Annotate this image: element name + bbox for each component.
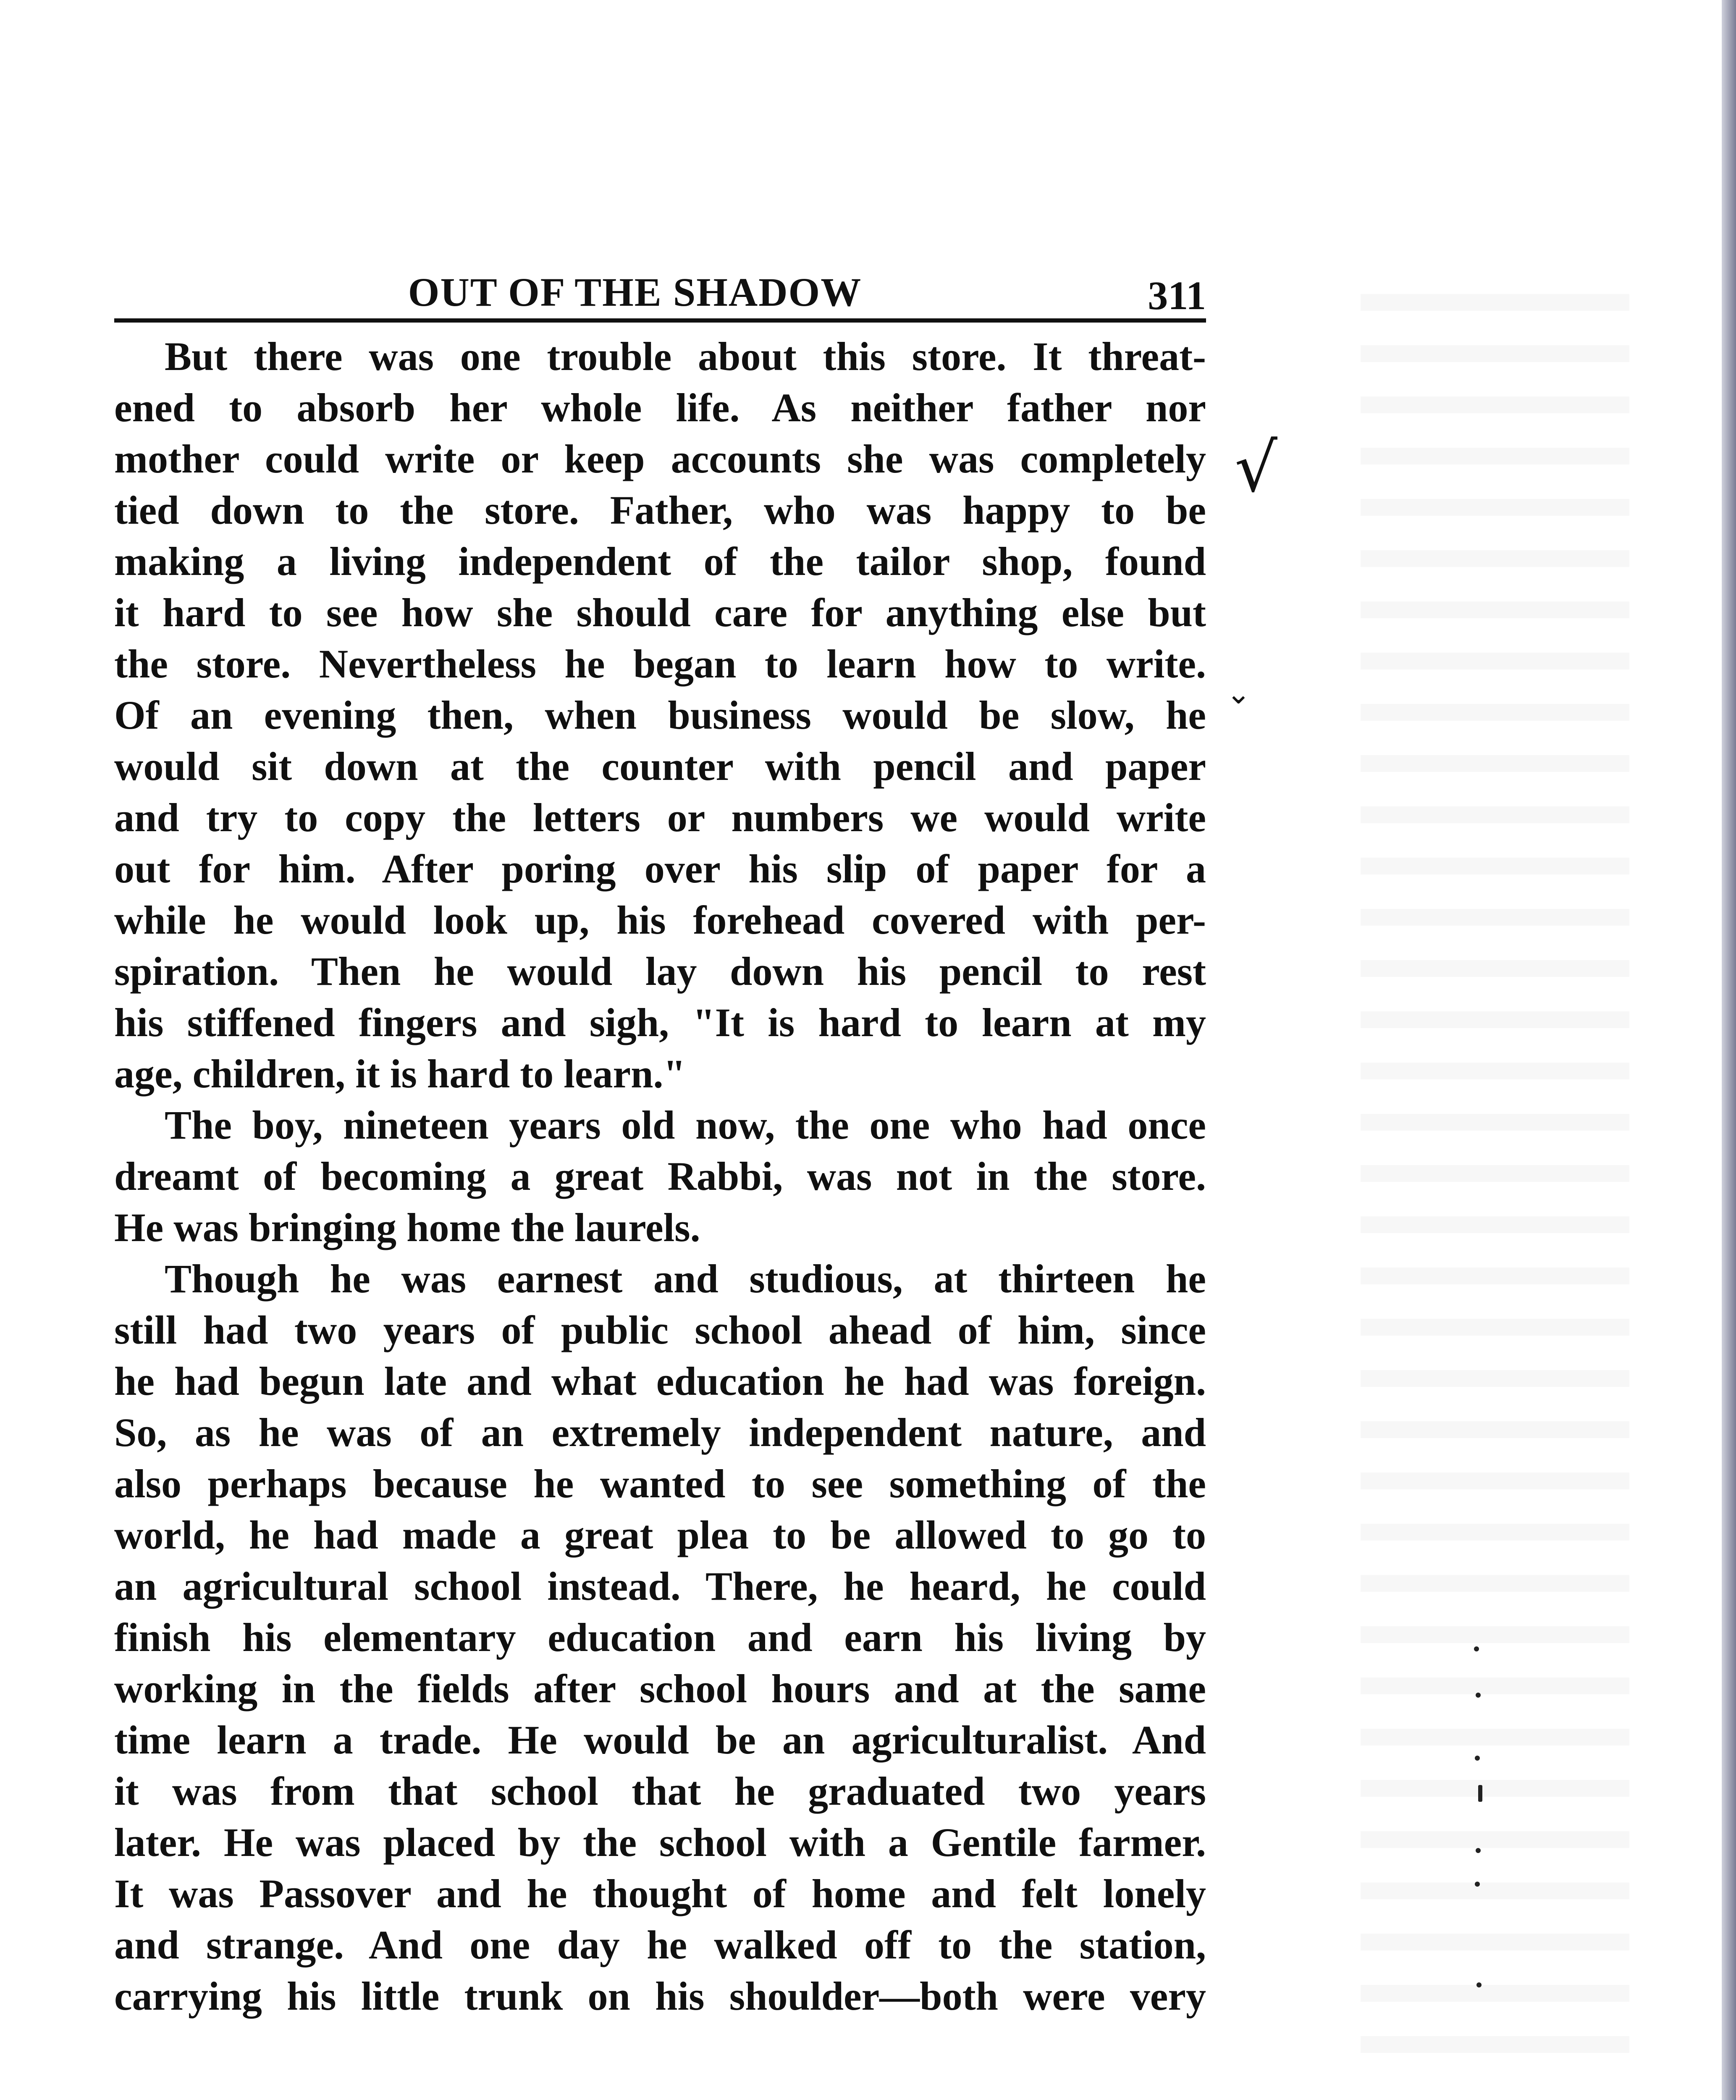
reverse-page-bleed-through (1361, 269, 1629, 2075)
page-number: 311 (1148, 273, 1206, 318)
text-line: later. He was placed by the school with a Gentile farmer. (114, 1820, 1206, 1865)
text-line: the store. Nevertheless he began to learn how to write. (114, 641, 1206, 686)
text-line: he had begun late and what education he had was foreign. (114, 1359, 1206, 1404)
text-line: out for him. After poring over his slip of paper for a (114, 846, 1206, 891)
text-line: and strange. And one day he walked off to the station, (114, 1922, 1206, 1967)
text-line: it was from that school that he graduated two years (114, 1769, 1206, 1814)
text-line: ened to absorb her whole life. As neither father nor (114, 385, 1206, 430)
text-line: also perhaps because he wanted to see something of the (114, 1461, 1206, 1506)
text-line: He was bringing home the laurels. (114, 1205, 700, 1250)
text-line: it hard to see how she should care for anything else but (114, 590, 1206, 635)
text-line: Of an evening then, when business would be slow, he (114, 693, 1206, 738)
text-line: finish his elementary education and earn his living by (114, 1615, 1206, 1660)
text-line: So, as he was of an extremely independent nature, and (114, 1410, 1206, 1455)
margin-pencil-dots (1470, 1646, 1487, 1991)
text-line: while he would look up, his forehead covered with per- (114, 898, 1206, 942)
text-line: But there was one trouble about this store. It threat- (165, 334, 1206, 379)
text-line: Though he was earnest and studious, at thirteen he (165, 1256, 1206, 1301)
text-line: dreamt of becoming a great Rabbi, was not in the store. (114, 1154, 1206, 1199)
text-line: tied down to the store. Father, who was happy to be (114, 488, 1206, 533)
pencil-dot (1475, 1882, 1480, 1887)
pencil-dot (1476, 1982, 1482, 1987)
running-title: OUT OF THE SHADOW (408, 270, 862, 315)
pencil-dot (1475, 1756, 1480, 1761)
handwritten-check-mark-icon: √ (1235, 428, 1277, 507)
text-line: an agricultural school instead. There, he heard, he could (114, 1564, 1206, 1609)
text-line: The boy, nineteen years old now, the one who had once (165, 1102, 1206, 1147)
book-page (114, 252, 1206, 2022)
text-line: working in the fields after school hours and at the same (114, 1666, 1206, 1711)
running-head (114, 252, 1206, 319)
pencil-dot (1476, 1693, 1481, 1698)
text-line: carrying his little trunk on his shoulder—both were very (114, 1974, 1206, 2019)
text-line: still had two years of public school ahead of him, since (114, 1307, 1206, 1352)
text-line: his stiffened fingers and sigh, "It is hard to learn at my (114, 1000, 1206, 1045)
text-line: It was Passover and he thought of home and felt lonely (114, 1871, 1206, 1916)
handwritten-tick-icon: ⌄ (1226, 676, 1251, 711)
body-text (114, 331, 1206, 2022)
text-line: mother could write or keep accounts she was completely (114, 436, 1206, 481)
scan-edge-strip (1722, 0, 1736, 2100)
text-line: spiration. Then he would lay down his pencil to rest (114, 949, 1206, 994)
text-line: time learn a trade. He would be an agriculturalist. And (114, 1717, 1206, 1762)
text-line: would sit down at the counter with pencil and paper (114, 744, 1206, 789)
pencil-dot (1474, 1646, 1479, 1651)
text-line: and try to copy the letters or numbers we would write (114, 795, 1206, 840)
header-rule (114, 318, 1206, 323)
text-line: age, children, it is hard to learn." (114, 1051, 686, 1096)
pencil-stroke (1478, 1785, 1482, 1802)
text-line: world, he had made a great plea to be allowed to go to (114, 1512, 1206, 1557)
text-line: making a living independent of the tailor shop, found (114, 539, 1206, 584)
pencil-dot (1476, 1848, 1481, 1853)
